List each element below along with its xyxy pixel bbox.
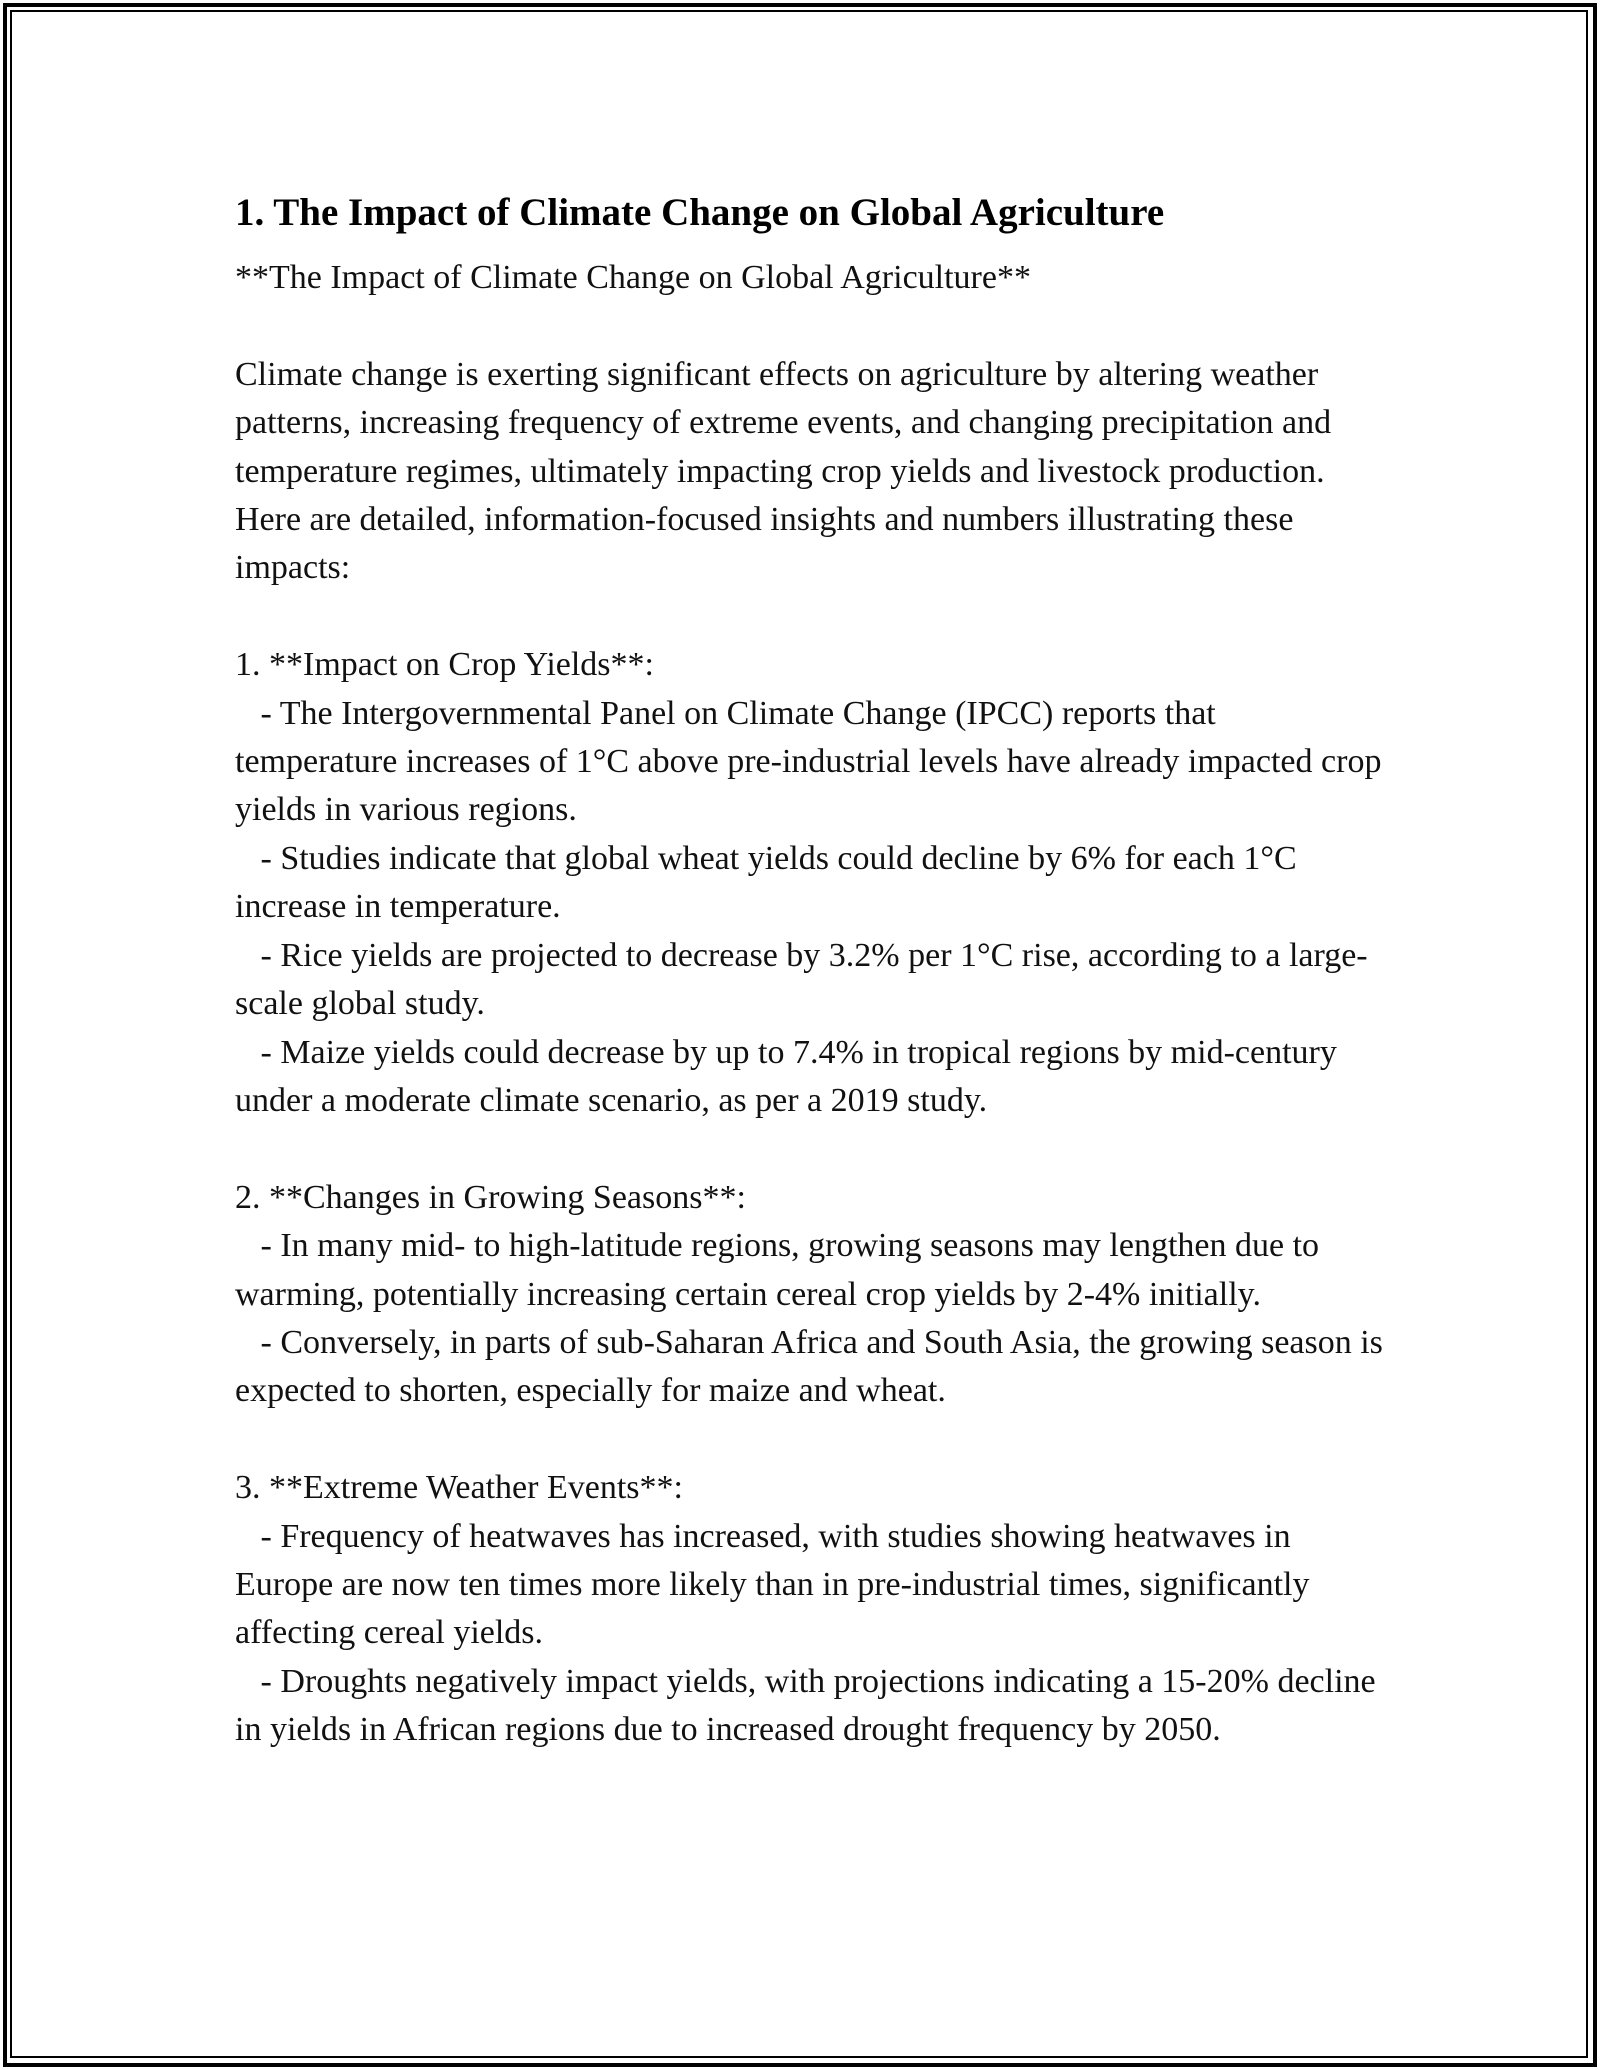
document-body: **The Impact of Climate Change on Global Agriculture** Climate change is exerting significant effects on agriculture by altering weather patterns, increasing frequency of extreme events, and changing precipitation and temperature regimes, ultimately impacting crop yields and livestock production. Here are detailed, information-focused insights and numbers illustrating these impacts: 1. **Impact on Crop Yields**: - The Intergovernmental Panel on Climate Change (IPCC) reports that temperature increases of 1°C above pre-industrial levels have already impacted crop yields in various regions. - Studies indicate that global wheat yields could decline by 6% for each 1°C increase in temperature. - Rice yields are projected to decrease by 3.2% per 1°C rise, according to a large-scale global study. - Maize yields could decrease by up to 7.4% in tropical regions by mid-century under a moderate climate scenario, as per a 2019 study. 2. **Changes in Growing Seasons**: - In many mid- to high-latitude regions, growing seasons may lengthen due to warming, potentially increasing certain cereal crop yields by 2-4% initially. - Conversely, in parts of sub-Saharan Africa and South Asia, the growing season is expected to shorten, especially for maize and wheat. 3. **Extreme Weather Events**: - Frequency of heatwaves has increased, with studies showing heatwaves in Europe are now ten times more likely than in pre-industrial times, significantly affecting cereal yields. - Droughts negatively impact yields, with projections indicating a 15-20% decline in yields in African regions due to increased drought frequency by 2050. <box>235 259 1383 1749</box>
document-heading: 1. The Impact of Climate Change on Global Agriculture <box>235 191 1165 234</box>
document-content <box>235 180 1385 1755</box>
